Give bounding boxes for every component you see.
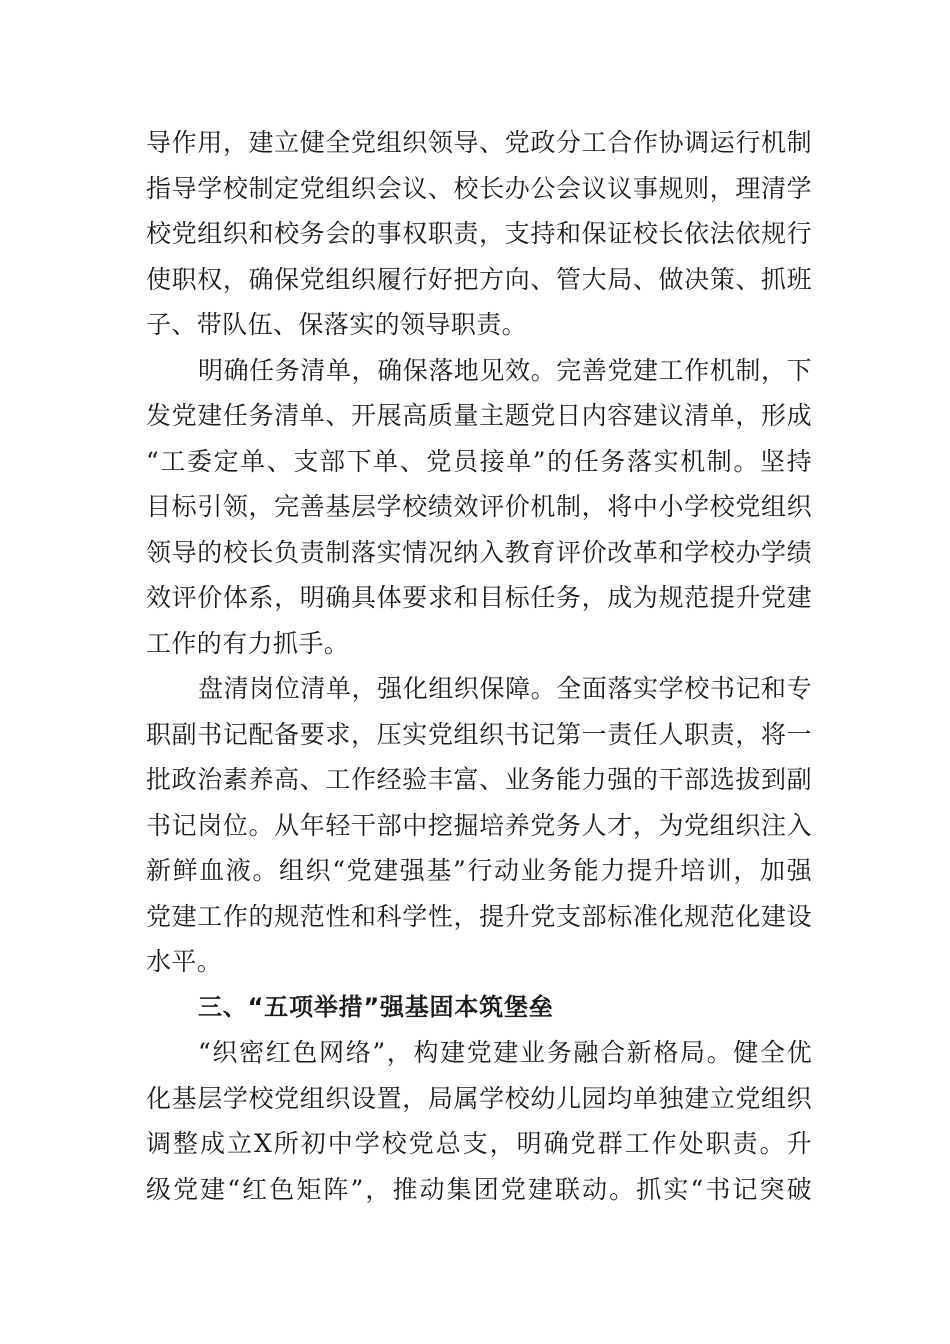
paragraph-line: 新鲜血液。组织“党建强基”行动业务能力提升培训，加强 [146, 856, 812, 885]
section-heading: 三、“五项举措”强基固本筑堡垒 [198, 992, 554, 1021]
paragraph-line: 批政治素养高、工作经验丰富、业务能力强的干部选拔到副 [146, 765, 812, 794]
paragraph-line: “工委定单、支部下单、党员接单”的任务落实机制。坚持 [146, 446, 812, 476]
document-body [146, 120, 812, 1212]
paragraph-3 [146, 666, 812, 985]
paragraph-line: “织密红色网络”，构建党建业务融合新格局。健全优 [198, 1038, 812, 1067]
paragraph-line: 使职权，确保党组织履行好把方向、管大局、做决策、抓班 [146, 264, 812, 294]
paragraph-line: 子、带队伍、保落实的领导职责。 [146, 310, 528, 339]
paragraph-line: 水平。 [146, 947, 223, 976]
paragraph-line: 校党组织和校务会的事权职责，支持和保证校长依法依规行 [146, 219, 812, 248]
paragraph-1 [146, 120, 812, 348]
paragraph-line: 明确任务清单，确保落地见效。完善党建工作机制，下 [198, 355, 812, 385]
paragraph-line: 职副书记配备要求，压实党组织书记第一责任人职责，将一 [146, 719, 812, 749]
paragraph-4 [146, 1030, 812, 1212]
paragraph-line: 导作用，建立健全党组织领导、党政分工合作协调运行机制 [146, 128, 812, 157]
paragraph-line: 效评价体系，明确具体要求和目标任务，成为规范提升党建 [146, 583, 812, 612]
paragraph-line: 发党建任务清单、开展高质量主题党日内容建议清单，形成 [146, 401, 812, 430]
paragraph-line: 指导学校制定党组织会议、校长办公会议议事规则，理清学 [146, 173, 812, 203]
paragraph-line: 领导的校长负责制落实情况纳入教育评价改革和学校办学绩 [146, 537, 812, 567]
paragraph-line: 工作的有力抓手。 [146, 628, 350, 658]
paragraph-line: 目标引领，完善基层学校绩效评价机制，将中小学校党组织 [146, 492, 812, 521]
paragraph-2 [146, 348, 812, 667]
paragraph-line: 调整成立X所初中学校党总支，明确党群工作处职责。升 [146, 1129, 812, 1158]
paragraph-line: 书记岗位。从年轻干部中挖掘培养党务人才，为党组织注入 [146, 810, 812, 840]
paragraph-line: 党建工作的规范性和科学性，提升党支部标准化规范化建设 [146, 901, 812, 931]
paragraph-line: 级党建“红色矩阵”，推动集团党建联动。抓实“书记突破 [146, 1174, 812, 1204]
paragraph-line: 化基层学校党组织设置，局属学校幼儿园均单独建立党组织 [146, 1083, 812, 1113]
paragraph-line: 盘清岗位清单，强化组织保障。全面落实学校书记和专 [198, 674, 812, 703]
